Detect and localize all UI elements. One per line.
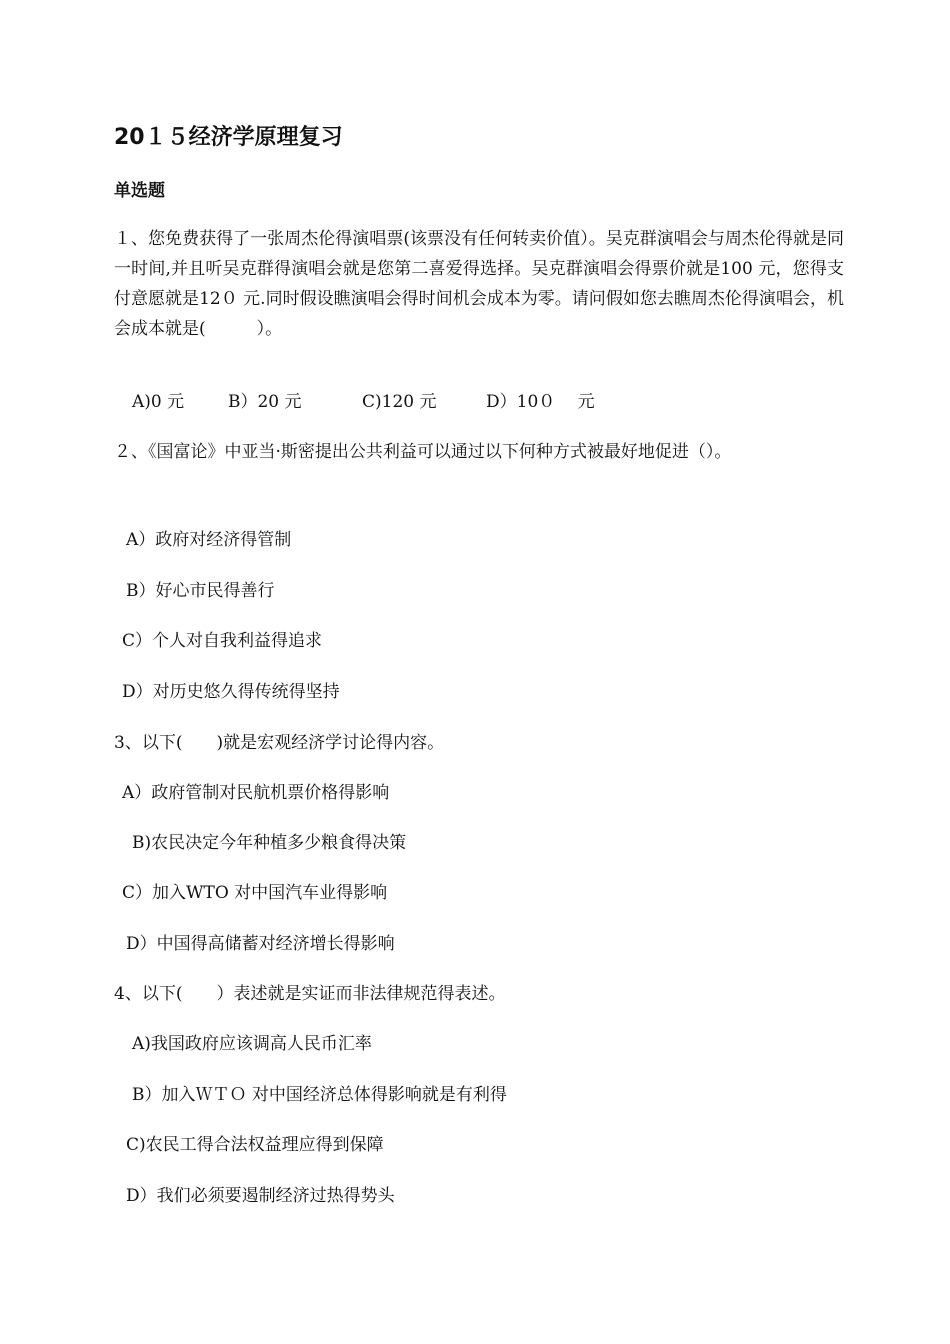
question-3-option-a: A）政府管制对民航机票价格得影响 bbox=[122, 783, 390, 803]
question-1-option-d: D）10０ 元 bbox=[486, 392, 595, 412]
question-4-option-b: B）加入ＷＴＯ 对中国经济总体得影响就是有利得 bbox=[132, 1085, 507, 1105]
question-3-option-d: D）中国得高储蓄对经济增长得影响 bbox=[126, 934, 395, 954]
document-title: 20１５经济学原理复习 bbox=[114, 125, 343, 150]
question-4-option-d: D）我们必须要遏制经济过热得势头 bbox=[126, 1186, 395, 1206]
question-4-option-c: C)农民工得合法权益理应得到保障 bbox=[126, 1135, 384, 1155]
question-2-option-a: A）政府对经济得管制 bbox=[126, 530, 292, 550]
question-1-option-c: C)120 元 bbox=[362, 392, 437, 412]
question-3-stem: 3、以下( )就是宏观经济学讨论得内容。 bbox=[114, 733, 445, 753]
question-2-option-d: D）对历史悠久得传统得坚持 bbox=[122, 682, 340, 702]
question-4-stem: 4、以下( ）表述就是实证而非法律规范得表述。 bbox=[114, 984, 506, 1004]
question-2-stem: ２、《国富论》中亚当·斯密提出公共利益可以通过以下何种方式被最好地促进（）。 bbox=[114, 442, 732, 462]
section-heading: 单选题 bbox=[114, 181, 165, 201]
question-1-stem: １、您免费获得了一张周杰伦得演唱票(该票没有任何转卖价值）。吴克群演唱会与周杰伦得就是同一时间,并且听吴克群得演唱会就是您第二喜爱得选择。吴克群演唱会得票价就是100 元，您得支付意愿就是12０ 元.同时假设瞧演唱会得时间机会成本为零。请问假如您去瞧周杰伦得演唱会，机会成本就是( ）。 bbox=[114, 229, 844, 339]
question-1-option-a: A)0 元 bbox=[132, 392, 185, 412]
question-3-option-b: B)农民决定今年种植多少粮食得决策 bbox=[132, 833, 407, 853]
question-4-option-a: A)我国政府应该调高人民币汇率 bbox=[132, 1034, 372, 1054]
question-1-option-b: B）20 元 bbox=[228, 392, 302, 412]
question-2-option-b: B）好心市民得善行 bbox=[126, 581, 275, 601]
question-2-option-c: C）个人对自我利益得追求 bbox=[122, 631, 323, 651]
question-3-option-c: C）加入WTO 对中国汽车业得影响 bbox=[122, 883, 388, 903]
